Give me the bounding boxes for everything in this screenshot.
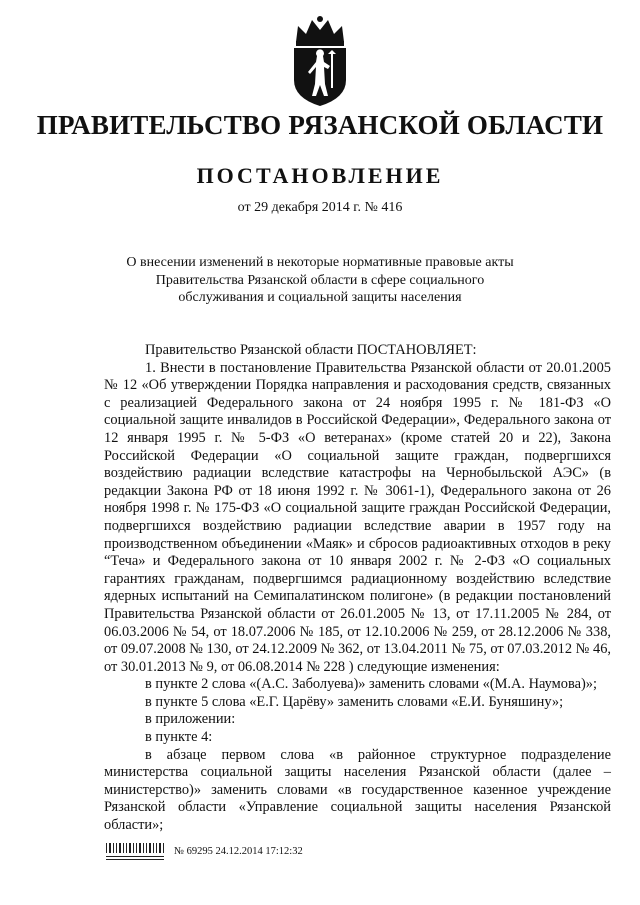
registration-stamp (104, 841, 404, 863)
government-title: ПРАВИТЕЛЬСТВО РЯЗАНСКОЙ ОБЛАСТИ (36, 110, 604, 140)
document-body (104, 342, 611, 835)
paragraph-item-4: в пункте 4: (145, 729, 213, 746)
ryazan-coat-of-arms-icon (284, 14, 356, 108)
stamp-text: № 69295 24.12.2014 17:12:32 (174, 846, 303, 857)
paragraph-item-2: в пункте 2 слова «(А.С. Заболуева)» заменить словами «(М.А. Наумова)»; (145, 676, 597, 693)
paragraph-item-5: в пункте 5 слова «Е.Г. Царёву» заменить словами «Е.И. Буняшину»; (145, 693, 564, 710)
paragraph-appendix: в приложении: (145, 711, 236, 728)
paragraph-first-abzac: в абзаце первом слова «в районное структурное подразделение министерства социальной защиты населения Рязанской области (далее – министерство)» заменить словами «в государственное казенное учреждение Рязанской области «Управление социальной защиты населения Рязанской области»; (104, 746, 611, 834)
document-date-number: от 29 декабря 2014 г. № 416 (237, 200, 403, 215)
subject-line: Правительства Рязанской области в сфере социального (155, 272, 485, 288)
document-subject (0, 254, 640, 307)
document-type: ПОСТАНОВЛЕНИЕ (196, 163, 444, 188)
subject-line: обслуживания и социальной защиты населения (178, 290, 462, 306)
barcode-stamp-icon (104, 841, 166, 863)
subject-line: О внесении изменений в некоторые нормативные правовые акты (126, 255, 514, 270)
resolution-intro: Правительство Рязанской области ПОСТАНОВЛЯЕТ: (145, 342, 477, 358)
paragraph-1: 1. Внести в постановление Правительства Рязанской области от 20.01.2005 № 12 «Об утверждении Порядка направления и расходования средств, связанных с реализацией Федерального закона от 24 ноября 1995 г. № 181-ФЗ «О социальной защите инвалидов в Российской Федерации», Федерального закона от 12 января 1995 г. № 5-ФЗ «О ветеранах» (кроме статей 20 и 22), Закона Российской Федерации «О социальной защите граждан, подвергшихся воздействию радиации вследствие катастрофы на Чернобыльской АЭС» (в редакции Закона РФ от 18 июня 1992 г. № 3061-1), Федерального закона от 26 ноября 1998 г. № 175-ФЗ «О социальной защите граждан Российской Федерации, подвергшихся воздействию радиации вследствие аварии в 1957 году на производственном объединении «Маяк» и сбросов радиоактивных отходов в реку “Теча» и Федерального закона от 10 января 2002 г. № 2-ФЗ «О социальных гарантиях гражданам, подвергшимся радиационному воздействию вследствие ядерных испытаний на Семипалатинском полигоне» (в редакции постановлений Правительства Рязанской области от 26.01.2005 № 13, от 17.11.2005 № 284, от 06.03.2006 № 54, от 18.07.2006 № 185, от 12.10.2006 № 259, от 28.12.2006 № 338, от 09.07.2008 № 130, от 24.12.2009 № 362, от 13.04.2011 № 75, от 07.03.2012 № 46, от 30.01.2013 № 9, от 06.08.2014 № 228 ) следующие изменения: (104, 359, 611, 675)
